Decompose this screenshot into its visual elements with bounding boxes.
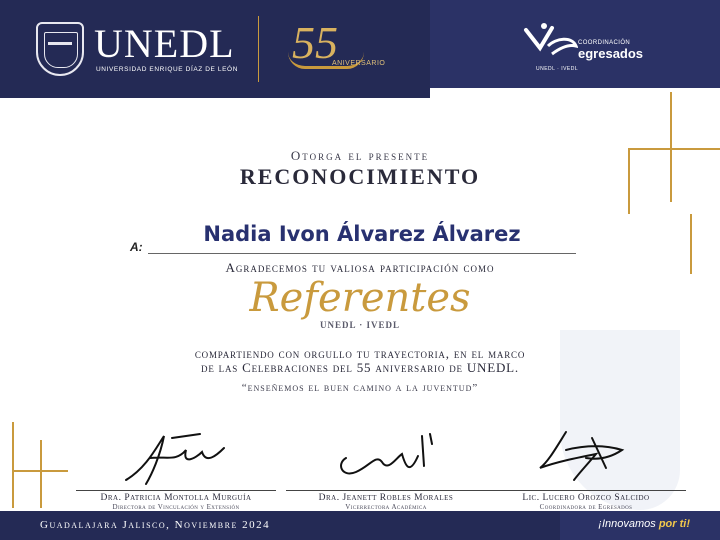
thanks-line: Agradecemos tu valiosa participación como (225, 260, 495, 275)
slogan-accent: por ti! (658, 518, 690, 530)
location-date: Guadalajara Jalisco, Noviembre 2024 (40, 519, 271, 531)
role-title: Referentes (249, 275, 471, 321)
recipient-prefix: A: (130, 240, 143, 254)
brand-subtitle: UNIVERSIDAD ENRIQUE DÍAZ DE LEÓN (96, 66, 238, 73)
anniversary-number: 55 (292, 17, 338, 68)
recipient-underline (148, 253, 576, 254)
certificate-title: RECONOCIMIENTO (239, 164, 481, 189)
coordination-label: COORDINACIÓN (578, 40, 631, 46)
motto: “enseñemos el buen camino a la juventud” (241, 382, 479, 394)
slogan-main: ¡Innovamos (598, 518, 656, 530)
university-crest-icon (36, 22, 84, 76)
coordination-name: egresados (578, 46, 644, 61)
gold-frame-line (12, 422, 14, 508)
signatory-name: Dra. Patricia Montolla Murguía (76, 490, 276, 503)
signature-1-icon (116, 428, 236, 488)
header-cut (430, 88, 720, 98)
header-banner (0, 0, 720, 98)
signature-block-2 (286, 428, 486, 511)
slogan (598, 518, 690, 530)
signature-3-icon (526, 428, 646, 488)
role-subtitle: UNEDL · IVEDL (319, 320, 401, 330)
gold-frame-line (12, 470, 68, 472)
signatory-role: Coordinadora de Egresados (539, 503, 633, 511)
signatory-name: Dra. Jeanett Robles Morales (286, 490, 486, 503)
anniversary-label: ANIVERSARIO (332, 60, 386, 67)
egresados-logo-icon (522, 22, 578, 62)
footer-banner (0, 511, 720, 540)
signatory-role: Vicerrectora Académica (345, 503, 427, 511)
signature-block-1 (76, 428, 276, 511)
signature-2-icon (326, 428, 446, 488)
signature-block-3 (486, 428, 686, 511)
signatory-role: Directora de Vinculación y Extensión (112, 503, 240, 511)
body-line-2: de las Celebraciones del 55 aniversario de UNEDL. (201, 360, 519, 375)
signatory-name: Lic. Lucero Orozco Salcido (486, 490, 686, 503)
recipient-name: Nadia Ivon Álvarez Álvarez (203, 222, 521, 246)
gold-frame-line (40, 440, 42, 508)
body-line-1: compartiendo con orgullo tu trayectoria, en el marco (194, 346, 526, 361)
certificate-intro: Otorga el presente (290, 148, 430, 163)
coordination-subtitle: UNEDL · IVEDL (536, 66, 579, 72)
header-divider (258, 16, 259, 82)
brand-name: UNEDL (94, 21, 235, 66)
